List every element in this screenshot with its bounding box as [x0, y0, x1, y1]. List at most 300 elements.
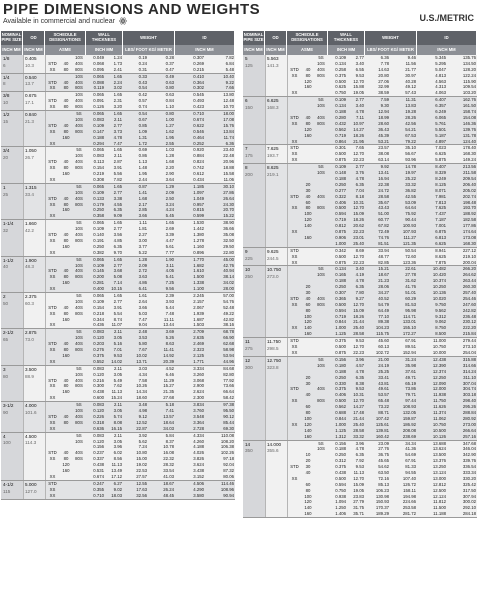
cell-lbs: 15.21: [378, 266, 389, 272]
cell-s3: 80S: [75, 104, 83, 110]
cell-s3: 40S: [317, 295, 325, 301]
cell-win: 0.625: [335, 84, 346, 90]
cell-win: 0.188: [93, 134, 104, 140]
cell-idmm: 11.06: [223, 176, 234, 182]
cell-lbs: 43.81: [378, 380, 389, 386]
table-row: [243, 331, 477, 337]
cell-lbs: 102.72: [375, 350, 389, 356]
cell-kg: 155.10: [402, 325, 416, 331]
cell-kg: 3.24: [165, 201, 174, 207]
cell-s1: XX: [291, 325, 298, 331]
nominal-size-mm: 300: [245, 364, 253, 370]
cell-lbs: 3.66: [138, 213, 147, 219]
cell-idin: 12.090: [432, 380, 446, 386]
cell-lbs: 32.99: [378, 84, 389, 90]
cell-s3: 80S: [75, 66, 83, 72]
nominal-size-mm: 32: [3, 227, 9, 233]
nominal-size-inch: 2: [3, 294, 6, 300]
cell-idmm: 333.34: [462, 469, 476, 475]
cell-s1: STD: [48, 79, 57, 85]
od-mm: 10.3: [25, 62, 34, 68]
cell-s1: XX: [291, 157, 298, 163]
cell-s3: 80S: [75, 201, 83, 207]
od-mm: 355.6: [267, 448, 279, 454]
cell-idmm: 178.40: [462, 145, 476, 151]
pipe-size-group: [1, 293, 235, 329]
cell-lbs: 2.27: [138, 232, 147, 238]
cell-wmm: 4.55: [113, 201, 122, 207]
cell-lbs: 106.23: [375, 487, 389, 493]
cell-wmm: 4.78: [355, 278, 364, 284]
cell-idin: 1.278: [193, 237, 204, 243]
cell-s1: XS: [49, 486, 56, 492]
cell-win: 0.400: [93, 286, 104, 292]
table-row: [243, 139, 477, 145]
cell-win: 0.500: [335, 205, 346, 211]
cell-lbs: 14.63: [378, 66, 389, 72]
cell-s1: STD: [48, 341, 57, 347]
cell-s2: 160: [62, 280, 70, 286]
cell-idin: 3.826: [193, 456, 204, 462]
cell-kg: 11.31: [405, 97, 416, 103]
od-inch: 2.375: [25, 294, 37, 300]
cell-win: 0.065: [93, 73, 104, 79]
cell-s2: 30: [305, 290, 311, 296]
cell-wmm: 7.04: [355, 187, 364, 193]
cell-lbs: 0.87: [138, 183, 147, 189]
cell-win: 0.719: [335, 217, 346, 223]
nominal-size-inch: 1/8: [3, 56, 10, 61]
cell-idmm: 219.10: [462, 253, 476, 259]
cell-lbs: 0.57: [138, 98, 147, 104]
cell-lbs: 36.43: [378, 126, 389, 132]
cell-s2: 80: [63, 383, 69, 389]
cell-s2: 160: [62, 171, 70, 177]
cell-wmm: 8.18: [355, 193, 364, 199]
cell-lbs: 33.41: [378, 374, 389, 380]
cell-s2: 40: [63, 60, 69, 66]
cell-s3: 5S: [76, 293, 82, 299]
cell-idmm: 34.02: [223, 280, 234, 286]
cell-idmm: 188.92: [462, 211, 476, 217]
cell-idmm: 193.70: [462, 205, 476, 211]
cell-kg: 81.33: [405, 464, 416, 470]
cell-lbs: 88.71: [378, 409, 389, 415]
cell-s2: 40: [305, 392, 311, 398]
header-od-label: OD: [23, 31, 45, 45]
cell-idmm: 162.76: [462, 97, 476, 103]
cell-idmm: 128.20: [462, 66, 476, 72]
od-inch: 1.660: [25, 221, 37, 227]
cell-idin: 2.469: [193, 341, 204, 347]
cell-s3: 80S: [75, 165, 83, 171]
cell-wmm: 8.69: [355, 247, 364, 253]
cell-win: 0.750: [335, 487, 346, 493]
cell-s3: 5S: [76, 256, 82, 262]
cell-s3: 10S: [75, 226, 83, 232]
cell-lbs: 13.41: [378, 170, 389, 176]
table-row: [243, 350, 477, 356]
cell-wmm: 20.62: [353, 223, 364, 229]
cell-kg: 5.45: [165, 213, 174, 219]
pipe-size-group: [243, 164, 477, 248]
cell-idmm: 102.26: [220, 450, 234, 456]
cell-s3: [72, 426, 86, 432]
cell-wmm: 3.68: [113, 268, 122, 274]
cell-wmm: 2.77: [355, 97, 364, 103]
header-wall-unit: INCH MM: [328, 45, 365, 55]
od-mm: 114.3: [25, 440, 37, 446]
cell-kg: 2.20: [165, 165, 174, 171]
cell-wmm: 1.65: [113, 111, 122, 117]
cell-idmm: 342.90: [462, 452, 476, 458]
cell-s1: XX: [291, 350, 298, 356]
header-id-unit: INCH MM: [417, 45, 477, 55]
cell-s1: XX: [291, 138, 298, 144]
cell-lbs: 5.62: [138, 438, 147, 444]
cell-win: 0.120: [93, 371, 104, 377]
cell-s3: [314, 90, 328, 96]
cell-idin: 4.897: [435, 138, 446, 144]
cell-lbs: 27.06: [378, 78, 389, 84]
cell-idin: 6.065: [435, 114, 446, 120]
cell-kg: 186.92: [402, 421, 416, 427]
cell-kg: 31.24: [405, 356, 416, 362]
cell-kg: 22.32: [163, 456, 174, 462]
cell-idin: 4.026: [193, 450, 204, 456]
cell-idmm: 7.66: [225, 85, 234, 91]
cell-wmm: 7.92: [355, 458, 364, 464]
cell-s1: STD: [290, 145, 299, 151]
od-mm: 273.0: [267, 274, 279, 280]
cell-kg: 11.41: [163, 347, 174, 353]
cell-idmm: 110.08: [221, 432, 234, 438]
cell-idin: 0.599: [193, 213, 204, 219]
units-label: U.S./METRIC: [419, 13, 474, 23]
cell-kg: 56.67: [405, 151, 416, 157]
cell-kg: 3.69: [165, 329, 174, 335]
cell-win: 0.600: [93, 395, 104, 401]
cell-wmm: 2.77: [355, 164, 364, 170]
cell-lbs: 5.03: [138, 310, 147, 316]
cell-idin: 9.562: [435, 307, 446, 313]
cell-win: 0.280: [335, 114, 346, 120]
cell-kg: 100.93: [402, 223, 416, 229]
cell-lbs: 74.76: [378, 234, 389, 240]
cell-win: 0.188: [335, 278, 346, 284]
cell-s3: 5S: [76, 183, 82, 189]
cell-win: 1.125: [335, 331, 346, 337]
cell-s2: 140: [304, 427, 312, 433]
cell-idmm: 108.96: [220, 486, 234, 492]
nominal-size-inch: 10: [245, 267, 251, 273]
nominal-size-inch: 12: [245, 357, 251, 363]
cell-s1: STD: [48, 413, 57, 419]
cell-kg: 89.51: [405, 344, 416, 350]
cell-wmm: 19.05: [353, 487, 364, 493]
cell-idmm: 13.80: [223, 92, 234, 98]
cell-kg: 1.95: [165, 134, 174, 140]
cell-win: 0.750: [335, 90, 346, 96]
cell-idin: 12.374: [432, 368, 446, 374]
cell-idmm: 24.30: [223, 201, 234, 207]
cell-kg: 50.54: [405, 247, 416, 253]
cell-idmm: 254.04: [462, 350, 476, 356]
cell-s2: 80: [63, 456, 69, 462]
cell-idmm: 154.08: [462, 114, 476, 120]
nominal-size-mm: 20: [3, 155, 9, 161]
cell-win: 0.250: [335, 284, 346, 290]
cell-kg: 3.64: [165, 176, 174, 182]
header-od: [23, 31, 45, 55]
cell-s1: STD: [290, 247, 299, 253]
cell-win: 0.406: [335, 199, 346, 205]
cell-idin: 11.500: [433, 505, 446, 511]
cell-kg: 2.09: [165, 189, 174, 195]
cell-kg: 159.87: [402, 415, 416, 421]
pipe-size-group: [1, 329, 235, 365]
od-inch: 0.405: [25, 56, 37, 61]
cell-s3: 40S: [75, 98, 83, 104]
cell-s3: 40S: [75, 159, 83, 165]
header-nominal-label: NOMINAL PIPE SIZE: [1, 31, 23, 45]
cell-lbs: 9.30: [380, 103, 389, 109]
cell-wmm: 17.48: [353, 409, 364, 415]
cell-s1: STD: [290, 114, 299, 120]
cell-s3: [72, 286, 86, 292]
pipe-size-group: [1, 55, 235, 74]
cell-win: 0.065: [93, 293, 104, 299]
cell-win: 0.203: [93, 341, 104, 347]
cell-s1: XS: [49, 128, 56, 134]
cell-s1: XS: [49, 347, 56, 353]
cell-wmm: 7.82: [113, 176, 122, 182]
cell-kg: 90.44: [405, 217, 416, 223]
od-mm: 60.3: [25, 300, 34, 306]
cell-idin: 11.062: [433, 415, 446, 421]
nominal-size-inch: 9: [245, 248, 248, 254]
cell-lbs: 27.76: [378, 446, 389, 452]
cell-idmm: 198.48: [462, 199, 476, 205]
cell-wmm: 5.16: [113, 341, 122, 347]
cell-win: 0.674: [93, 473, 104, 479]
cell-win: 0.083: [93, 116, 104, 122]
cell-wmm: 8.74: [113, 316, 122, 322]
cell-idin: 0.364: [193, 79, 204, 85]
cell-wmm: 11.07: [111, 322, 122, 328]
cell-s1: [287, 511, 302, 517]
cell-idmm: 10.40: [223, 73, 234, 79]
cell-kg: 281.72: [402, 511, 416, 517]
cell-lbs: 53.57: [378, 392, 389, 398]
cell-wmm: 2.41: [113, 66, 122, 72]
cell-kg: 8.63: [165, 341, 174, 347]
cell-kg: 31.62: [405, 278, 416, 284]
od-mm: 323.8: [267, 364, 279, 370]
cell-s1: XX: [49, 425, 56, 431]
cell-wmm: 7.01: [113, 347, 122, 353]
cell-idin: 0.622: [193, 122, 204, 128]
cell-idmm: 314.66: [462, 362, 476, 368]
cell-idmm: 32.50: [223, 237, 234, 243]
nominal-size-inch: 6: [245, 98, 248, 104]
cell-win: 0.337: [93, 456, 104, 462]
cell-lbs: 82.85: [378, 259, 389, 265]
cell-win: 0.938: [335, 493, 346, 499]
cell-idmm: 215.84: [462, 331, 476, 337]
cell-idmm: 18.00: [223, 111, 234, 117]
cell-idin: 1.049: [193, 195, 204, 201]
cell-idin: 0.884: [193, 153, 204, 159]
pipe-size-group: [1, 366, 235, 402]
cell-wmm: 9.53: [355, 338, 364, 344]
cell-idmm: 257.40: [462, 290, 476, 296]
cell-wmm: 22.23: [353, 350, 364, 356]
cell-win: 0.330: [335, 380, 346, 386]
cell-win: 0.406: [335, 392, 346, 398]
cell-kg: 3.39: [165, 232, 174, 238]
cell-lbs: 1.95: [138, 171, 147, 177]
cell-idin: 0.464: [193, 134, 204, 140]
cell-idmm: 304.74: [462, 386, 476, 392]
od-inch: 4.000: [25, 403, 37, 409]
cell-wmm: 5.49: [113, 377, 122, 383]
cell-win: 0.180: [335, 362, 346, 368]
cell-win: 0.226: [93, 413, 104, 419]
cell-idin: 0.302: [193, 85, 204, 91]
cell-wmm: 28.58: [353, 427, 364, 433]
od-mm: 244.5: [267, 255, 279, 261]
cell-idmm: 20.96: [223, 159, 234, 165]
cell-wmm: 18.26: [353, 132, 364, 138]
cell-win: 0.250: [335, 452, 346, 458]
nominal-size-mm: 50: [3, 300, 9, 306]
cell-s3: 80S: [75, 383, 83, 389]
cell-s2: [60, 474, 72, 480]
cell-win: 0.126: [93, 104, 104, 110]
cell-wmm: 2.24: [113, 79, 122, 85]
cell-idin: 6.813: [435, 234, 446, 240]
cell-lbs: 3.00: [138, 237, 147, 243]
cell-kg: 2.90: [165, 171, 174, 177]
cell-s3: 10S: [317, 60, 325, 66]
cell-wmm: 22.23: [353, 259, 364, 265]
cell-kg: 0.47: [165, 66, 174, 72]
cell-kg: 1.62: [165, 128, 174, 134]
cell-s1: XX: [49, 249, 56, 255]
cell-s1: XS: [291, 344, 298, 350]
cell-s1: STD: [48, 304, 57, 310]
cell-s1: XS: [291, 120, 298, 126]
cell-kg: 48.45: [163, 492, 174, 498]
cell-wmm: 15.88: [353, 84, 364, 90]
cell-kg: 6.46: [165, 371, 174, 377]
cell-wmm: 3.40: [355, 103, 364, 109]
cell-s2: 30: [305, 464, 311, 470]
cell-idin: 8.407: [435, 164, 446, 170]
cell-idin: 3.580: [193, 492, 204, 498]
cell-idin: 5.187: [435, 132, 446, 138]
cell-s2: [60, 322, 72, 328]
cell-s3: 10S: [75, 298, 83, 304]
cell-idin: 1.442: [193, 226, 204, 232]
cell-wmm: 11.13: [111, 462, 122, 468]
cell-lbs: 28.06: [378, 284, 389, 290]
cell-idmm: 177.86: [462, 223, 476, 229]
cell-idin: 5.047: [435, 66, 446, 72]
cell-idmm: 339.76: [462, 458, 476, 464]
cell-s2: 80: [63, 66, 69, 72]
header-od-unit: INCH MM: [265, 45, 287, 55]
cell-s3: 10S: [75, 262, 83, 268]
cell-s1: STD: [48, 195, 57, 201]
cell-idmm: 10.70: [223, 104, 234, 110]
cell-kg: 152.94: [402, 350, 416, 356]
cell-win: 0.247: [93, 480, 104, 486]
cell-idin: 1.530: [193, 220, 204, 226]
cell-s2: 40: [63, 232, 69, 238]
od-mm: 127.0: [25, 488, 37, 494]
od-inch: 11.750: [267, 339, 281, 345]
cell-idmm: 15.58: [223, 171, 234, 177]
cell-wmm: 2.77: [113, 226, 122, 232]
cell-win: 0.875: [335, 350, 346, 356]
cell-idmm: 9.22: [225, 79, 234, 85]
cell-idmm: 38.14: [223, 274, 234, 280]
header-nominal-unit: INCH MM: [1, 45, 23, 55]
cell-wmm: 4.57: [355, 362, 364, 368]
cell-s1: [287, 241, 302, 247]
cell-s2: 80: [63, 128, 69, 134]
cell-wmm: 23.83: [353, 493, 364, 499]
cell-wmm: 3.05: [113, 371, 122, 377]
pipe-size-group: [243, 338, 477, 357]
cell-idmm: 53.94: [223, 352, 234, 358]
cell-lbs: 25.25: [378, 368, 389, 374]
header-wall-unit: INCH MM: [86, 45, 123, 55]
cell-idin: 3.364: [193, 419, 204, 425]
cell-lbs: 125.61: [375, 421, 389, 427]
table-row: [1, 104, 235, 110]
cell-idmm: 307.94: [462, 493, 476, 499]
cell-idmm: 315.88: [462, 356, 476, 362]
cell-s2: 40: [63, 195, 69, 201]
cell-lbs: 0.24: [138, 60, 147, 66]
page-subtitle: [3, 17, 127, 25]
cell-wmm: 2.11: [113, 432, 122, 438]
cell-lbs: 6.41: [138, 286, 147, 292]
cell-kg: 111.27: [403, 234, 416, 240]
cell-idin: 5.761: [435, 120, 446, 126]
cell-wmm: 1.65: [113, 256, 122, 262]
cell-idin: 11.750: [433, 398, 446, 404]
cell-idmm: 266.64: [462, 427, 476, 433]
cell-lbs: 4.34: [138, 371, 147, 377]
cell-idin: 3.760: [193, 408, 204, 414]
od-mm: 48.3: [25, 264, 34, 270]
cell-idmm: 97.18: [223, 456, 234, 462]
cell-lbs: 13.71: [136, 358, 147, 364]
cell-wmm: 4.78: [355, 368, 364, 374]
cell-wmm: 10.15: [111, 286, 122, 292]
cell-kg: 94.55: [405, 469, 416, 475]
cell-kg: 158.11: [403, 487, 416, 493]
cell-kg: 1.65: [165, 220, 174, 226]
cell-idin: 2.067: [193, 304, 204, 310]
cell-win: 0.552: [93, 358, 104, 364]
cell-s3: [72, 250, 86, 256]
pipe-size-group: [1, 111, 235, 147]
